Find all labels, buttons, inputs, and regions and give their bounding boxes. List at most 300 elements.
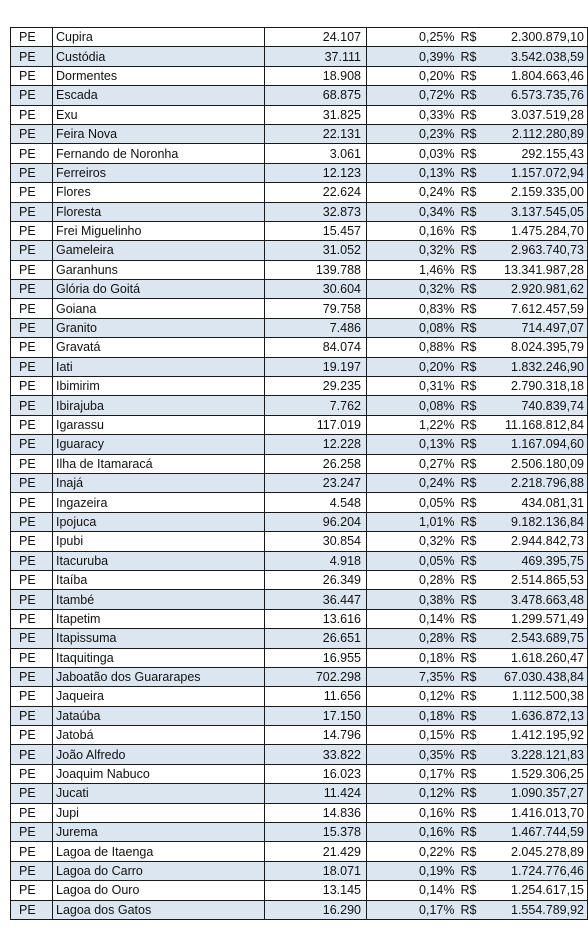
percentage-cell: 0,14% [367,609,457,628]
table-row [11,473,588,492]
percentage-cell: 0,38% [367,590,457,609]
state-cell: PE [11,726,53,745]
table-row [11,512,588,531]
municipality-cell: Floresta [53,202,265,221]
percentage-cell: 0,32% [367,241,457,260]
amount-cell: 3.478.663,48 [485,590,588,609]
table-row [11,570,588,589]
table-row [11,435,588,454]
table-row [11,377,588,396]
population-cell: 29.235 [265,377,367,396]
table-row [11,28,588,47]
municipality-table [10,27,588,920]
amount-cell: 1.416.013,70 [485,803,588,822]
municipality-cell: Ipubi [53,532,265,551]
amount-cell: 9.182.136,84 [485,512,588,531]
municipality-cell: Jupi [53,803,265,822]
table-row [11,280,588,299]
municipality-cell: Iguaracy [53,435,265,454]
population-cell: 31.825 [265,105,367,124]
currency-symbol-cell: R$ [457,590,485,609]
percentage-cell: 0,17% [367,764,457,783]
amount-cell: 7.612.457,59 [485,299,588,318]
table-row [11,842,588,861]
state-cell: PE [11,202,53,221]
municipality-cell: Exu [53,105,265,124]
percentage-cell: 0,35% [367,745,457,764]
table-row [11,260,588,279]
percentage-cell: 0,18% [367,648,457,667]
percentage-cell: 0,03% [367,144,457,163]
table-row [11,47,588,66]
percentage-cell: 0,23% [367,124,457,143]
state-cell: PE [11,144,53,163]
municipality-cell: Frei Miguelinho [53,221,265,240]
population-cell: 15.457 [265,221,367,240]
population-cell: 13.145 [265,881,367,900]
municipality-cell: Fernando de Noronha [53,144,265,163]
municipality-cell: Granito [53,318,265,337]
state-cell: PE [11,881,53,900]
percentage-cell: 0,31% [367,377,457,396]
population-cell: 36.447 [265,590,367,609]
currency-symbol-cell: R$ [457,86,485,105]
percentage-cell: 0,33% [367,105,457,124]
amount-cell: 3.542.038,59 [485,47,588,66]
table-row [11,124,588,143]
state-cell: PE [11,900,53,919]
table-row [11,532,588,551]
currency-symbol-cell: R$ [457,280,485,299]
percentage-cell: 1,46% [367,260,457,279]
population-cell: 14.796 [265,726,367,745]
municipality-cell: Jucati [53,784,265,803]
municipality-cell: Itacuruba [53,551,265,570]
amount-cell: 1.112.500,38 [485,687,588,706]
table-row [11,221,588,240]
population-cell: 24.107 [265,28,367,47]
currency-symbol-cell: R$ [457,803,485,822]
currency-symbol-cell: R$ [457,745,485,764]
table-row [11,318,588,337]
municipality-cell: Glória do Goitá [53,280,265,299]
municipality-cell: Igarassu [53,415,265,434]
currency-symbol-cell: R$ [457,144,485,163]
table-body [11,28,588,920]
municipality-cell: Lagoa dos Gatos [53,900,265,919]
municipality-cell: Joaquim Nabuco [53,764,265,783]
population-cell: 17.150 [265,706,367,725]
population-cell: 26.258 [265,454,367,473]
table-row [11,900,588,919]
percentage-cell: 0,24% [367,473,457,492]
population-cell: 18.071 [265,861,367,880]
table-row [11,629,588,648]
population-cell: 31.052 [265,241,367,260]
population-cell: 23.247 [265,473,367,492]
percentage-cell: 0,14% [367,881,457,900]
table-row [11,667,588,686]
municipality-cell: Itambé [53,590,265,609]
currency-symbol-cell: R$ [457,726,485,745]
currency-symbol-cell: R$ [457,706,485,725]
amount-cell: 714.497,07 [485,318,588,337]
state-cell: PE [11,803,53,822]
state-cell: PE [11,648,53,667]
amount-cell: 292.155,43 [485,144,588,163]
municipality-cell: Itapissuma [53,629,265,648]
percentage-cell: 0,22% [367,842,457,861]
population-cell: 16.023 [265,764,367,783]
population-cell: 33.822 [265,745,367,764]
percentage-cell: 0,32% [367,532,457,551]
municipality-cell: Jaboatão dos Guararapes [53,667,265,686]
state-cell: PE [11,473,53,492]
table-row [11,299,588,318]
table-row [11,551,588,570]
municipality-cell: Ibirajuba [53,396,265,415]
percentage-cell: 0,32% [367,280,457,299]
municipality-cell: Iati [53,357,265,376]
percentage-cell: 0,05% [367,551,457,570]
municipality-cell: Lagoa de Itaenga [53,842,265,861]
percentage-cell: 7,35% [367,667,457,686]
amount-cell: 2.112.280,89 [485,124,588,143]
percentage-cell: 1,01% [367,512,457,531]
state-cell: PE [11,66,53,85]
currency-symbol-cell: R$ [457,823,485,842]
currency-symbol-cell: R$ [457,105,485,124]
table-row [11,163,588,182]
state-cell: PE [11,764,53,783]
municipality-cell: João Alfredo [53,745,265,764]
state-cell: PE [11,629,53,648]
percentage-cell: 0,15% [367,726,457,745]
state-cell: PE [11,338,53,357]
table-row [11,493,588,512]
population-cell: 3.061 [265,144,367,163]
population-cell: 15.378 [265,823,367,842]
percentage-cell: 0,16% [367,221,457,240]
amount-cell: 1.467.744,59 [485,823,588,842]
amount-cell: 469.395,75 [485,551,588,570]
municipality-cell: Custódia [53,47,265,66]
amount-cell: 2.218.796,88 [485,473,588,492]
state-cell: PE [11,280,53,299]
percentage-cell: 0,27% [367,454,457,473]
currency-symbol-cell: R$ [457,221,485,240]
amount-cell: 1.167.094,60 [485,435,588,454]
table-row [11,144,588,163]
population-cell: 19.197 [265,357,367,376]
currency-symbol-cell: R$ [457,396,485,415]
population-cell: 22.624 [265,183,367,202]
percentage-cell: 0,12% [367,784,457,803]
amount-cell: 1.804.663,46 [485,66,588,85]
currency-symbol-cell: R$ [457,241,485,260]
currency-symbol-cell: R$ [457,629,485,648]
currency-symbol-cell: R$ [457,764,485,783]
amount-cell: 1.412.195,92 [485,726,588,745]
percentage-cell: 0,28% [367,629,457,648]
amount-cell: 67.030.438,84 [485,667,588,686]
state-cell: PE [11,183,53,202]
amount-cell: 1.157.072,94 [485,163,588,182]
municipality-cell: Lagoa do Ouro [53,881,265,900]
population-cell: 84.074 [265,338,367,357]
municipality-cell: Gravatá [53,338,265,357]
currency-symbol-cell: R$ [457,512,485,531]
state-cell: PE [11,396,53,415]
table-row [11,202,588,221]
table-row [11,726,588,745]
percentage-cell: 0,08% [367,318,457,337]
table-row [11,66,588,85]
state-cell: PE [11,842,53,861]
amount-cell: 6.573.735,76 [485,86,588,105]
municipality-cell: Gameleira [53,241,265,260]
state-cell: PE [11,163,53,182]
municipality-cell: Flores [53,183,265,202]
currency-symbol-cell: R$ [457,493,485,512]
state-cell: PE [11,784,53,803]
population-cell: 68.875 [265,86,367,105]
population-cell: 96.204 [265,512,367,531]
state-cell: PE [11,124,53,143]
amount-cell: 2.159.335,00 [485,183,588,202]
percentage-cell: 1,22% [367,415,457,434]
population-cell: 37.111 [265,47,367,66]
currency-symbol-cell: R$ [457,357,485,376]
currency-symbol-cell: R$ [457,842,485,861]
population-cell: 702.298 [265,667,367,686]
municipality-cell: Jataúba [53,706,265,725]
currency-symbol-cell: R$ [457,784,485,803]
state-cell: PE [11,299,53,318]
population-cell: 12.228 [265,435,367,454]
population-cell: 14.836 [265,803,367,822]
population-cell: 7.762 [265,396,367,415]
population-cell: 11.424 [265,784,367,803]
amount-cell: 1.832.246,90 [485,357,588,376]
state-cell: PE [11,28,53,47]
population-cell: 22.131 [265,124,367,143]
population-cell: 26.651 [265,629,367,648]
population-cell: 4.918 [265,551,367,570]
state-cell: PE [11,435,53,454]
state-cell: PE [11,823,53,842]
amount-cell: 2.543.689,75 [485,629,588,648]
population-cell: 32.873 [265,202,367,221]
currency-symbol-cell: R$ [457,881,485,900]
percentage-cell: 0,17% [367,900,457,919]
table-row [11,745,588,764]
municipality-cell: Ferreiros [53,163,265,182]
currency-symbol-cell: R$ [457,861,485,880]
table-row [11,648,588,667]
state-cell: PE [11,105,53,124]
municipality-cell: Jatobá [53,726,265,745]
state-cell: PE [11,706,53,725]
municipality-cell: Garanhuns [53,260,265,279]
amount-cell: 3.137.545,05 [485,202,588,221]
state-cell: PE [11,47,53,66]
currency-symbol-cell: R$ [457,415,485,434]
municipality-cell: Ibimirim [53,377,265,396]
municipality-cell: Jurema [53,823,265,842]
state-cell: PE [11,454,53,473]
currency-symbol-cell: R$ [457,454,485,473]
amount-cell: 1.254.617,15 [485,881,588,900]
population-cell: 12.123 [265,163,367,182]
percentage-cell: 0,24% [367,183,457,202]
state-cell: PE [11,415,53,434]
amount-cell: 1.636.872,13 [485,706,588,725]
currency-symbol-cell: R$ [457,532,485,551]
percentage-cell: 0,13% [367,163,457,182]
state-cell: PE [11,687,53,706]
percentage-cell: 0,20% [367,357,457,376]
amount-cell: 2.506.180,09 [485,454,588,473]
state-cell: PE [11,86,53,105]
state-cell: PE [11,609,53,628]
population-cell: 26.349 [265,570,367,589]
currency-symbol-cell: R$ [457,435,485,454]
state-cell: PE [11,318,53,337]
population-cell: 79.758 [265,299,367,318]
state-cell: PE [11,745,53,764]
municipality-cell: Inajá [53,473,265,492]
municipality-cell: Lagoa do Carro [53,861,265,880]
population-cell: 139.788 [265,260,367,279]
percentage-cell: 0,16% [367,803,457,822]
population-cell: 4.548 [265,493,367,512]
state-cell: PE [11,241,53,260]
state-cell: PE [11,260,53,279]
currency-symbol-cell: R$ [457,124,485,143]
currency-symbol-cell: R$ [457,687,485,706]
currency-symbol-cell: R$ [457,299,485,318]
currency-symbol-cell: R$ [457,202,485,221]
amount-cell: 1.299.571,49 [485,609,588,628]
state-cell: PE [11,221,53,240]
amount-cell: 2.790.318,18 [485,377,588,396]
amount-cell: 1.618.260,47 [485,648,588,667]
state-cell: PE [11,512,53,531]
state-cell: PE [11,667,53,686]
municipality-cell: Dormentes [53,66,265,85]
percentage-cell: 0,05% [367,493,457,512]
table-row [11,415,588,434]
currency-symbol-cell: R$ [457,570,485,589]
municipality-cell: Escada [53,86,265,105]
amount-cell: 2.300.879,10 [485,28,588,47]
percentage-cell: 0,34% [367,202,457,221]
table-row [11,357,588,376]
municipality-cell: Goiana [53,299,265,318]
percentage-cell: 0,18% [367,706,457,725]
currency-symbol-cell: R$ [457,377,485,396]
table-row [11,454,588,473]
amount-cell: 2.944.842,73 [485,532,588,551]
currency-symbol-cell: R$ [457,338,485,357]
population-cell: 18.908 [265,66,367,85]
currency-symbol-cell: R$ [457,473,485,492]
table-row [11,105,588,124]
amount-cell: 1.724.776,46 [485,861,588,880]
amount-cell: 1.475.284,70 [485,221,588,240]
percentage-cell: 0,39% [367,47,457,66]
percentage-cell: 0,12% [367,687,457,706]
currency-symbol-cell: R$ [457,551,485,570]
population-cell: 30.854 [265,532,367,551]
percentage-cell: 0,88% [367,338,457,357]
currency-symbol-cell: R$ [457,900,485,919]
state-cell: PE [11,493,53,512]
table-row [11,764,588,783]
amount-cell: 2.045.278,89 [485,842,588,861]
currency-symbol-cell: R$ [457,183,485,202]
municipality-cell: Feira Nova [53,124,265,143]
currency-symbol-cell: R$ [457,667,485,686]
amount-cell: 11.168.812,84 [485,415,588,434]
table-row [11,803,588,822]
state-cell: PE [11,377,53,396]
municipality-cell: Itapetim [53,609,265,628]
state-cell: PE [11,570,53,589]
currency-symbol-cell: R$ [457,260,485,279]
municipality-cell: Itaíba [53,570,265,589]
percentage-cell: 0,83% [367,299,457,318]
amount-cell: 3.228.121,83 [485,745,588,764]
percentage-cell: 0,08% [367,396,457,415]
table-row [11,706,588,725]
percentage-cell: 0,16% [367,823,457,842]
table-row [11,590,588,609]
amount-cell: 8.024.395,79 [485,338,588,357]
population-cell: 11.656 [265,687,367,706]
municipality-cell: Itaquitinga [53,648,265,667]
municipality-cell: Ingazeira [53,493,265,512]
table-row [11,183,588,202]
state-cell: PE [11,357,53,376]
percentage-cell: 0,25% [367,28,457,47]
population-cell: 13.616 [265,609,367,628]
currency-symbol-cell: R$ [457,28,485,47]
state-cell: PE [11,861,53,880]
table-row [11,241,588,260]
population-cell: 16.955 [265,648,367,667]
currency-symbol-cell: R$ [457,609,485,628]
amount-cell: 1.090.357,27 [485,784,588,803]
amount-cell: 2.920.981,62 [485,280,588,299]
currency-symbol-cell: R$ [457,163,485,182]
percentage-cell: 0,19% [367,861,457,880]
table-row [11,823,588,842]
table-row [11,338,588,357]
state-cell: PE [11,590,53,609]
amount-cell: 1.529.306,25 [485,764,588,783]
table-row [11,396,588,415]
currency-symbol-cell: R$ [457,648,485,667]
percentage-cell: 0,72% [367,86,457,105]
amount-cell: 1.554.789,92 [485,900,588,919]
percentage-cell: 0,20% [367,66,457,85]
table-row [11,687,588,706]
table-row [11,784,588,803]
population-cell: 16.290 [265,900,367,919]
population-cell: 21.429 [265,842,367,861]
